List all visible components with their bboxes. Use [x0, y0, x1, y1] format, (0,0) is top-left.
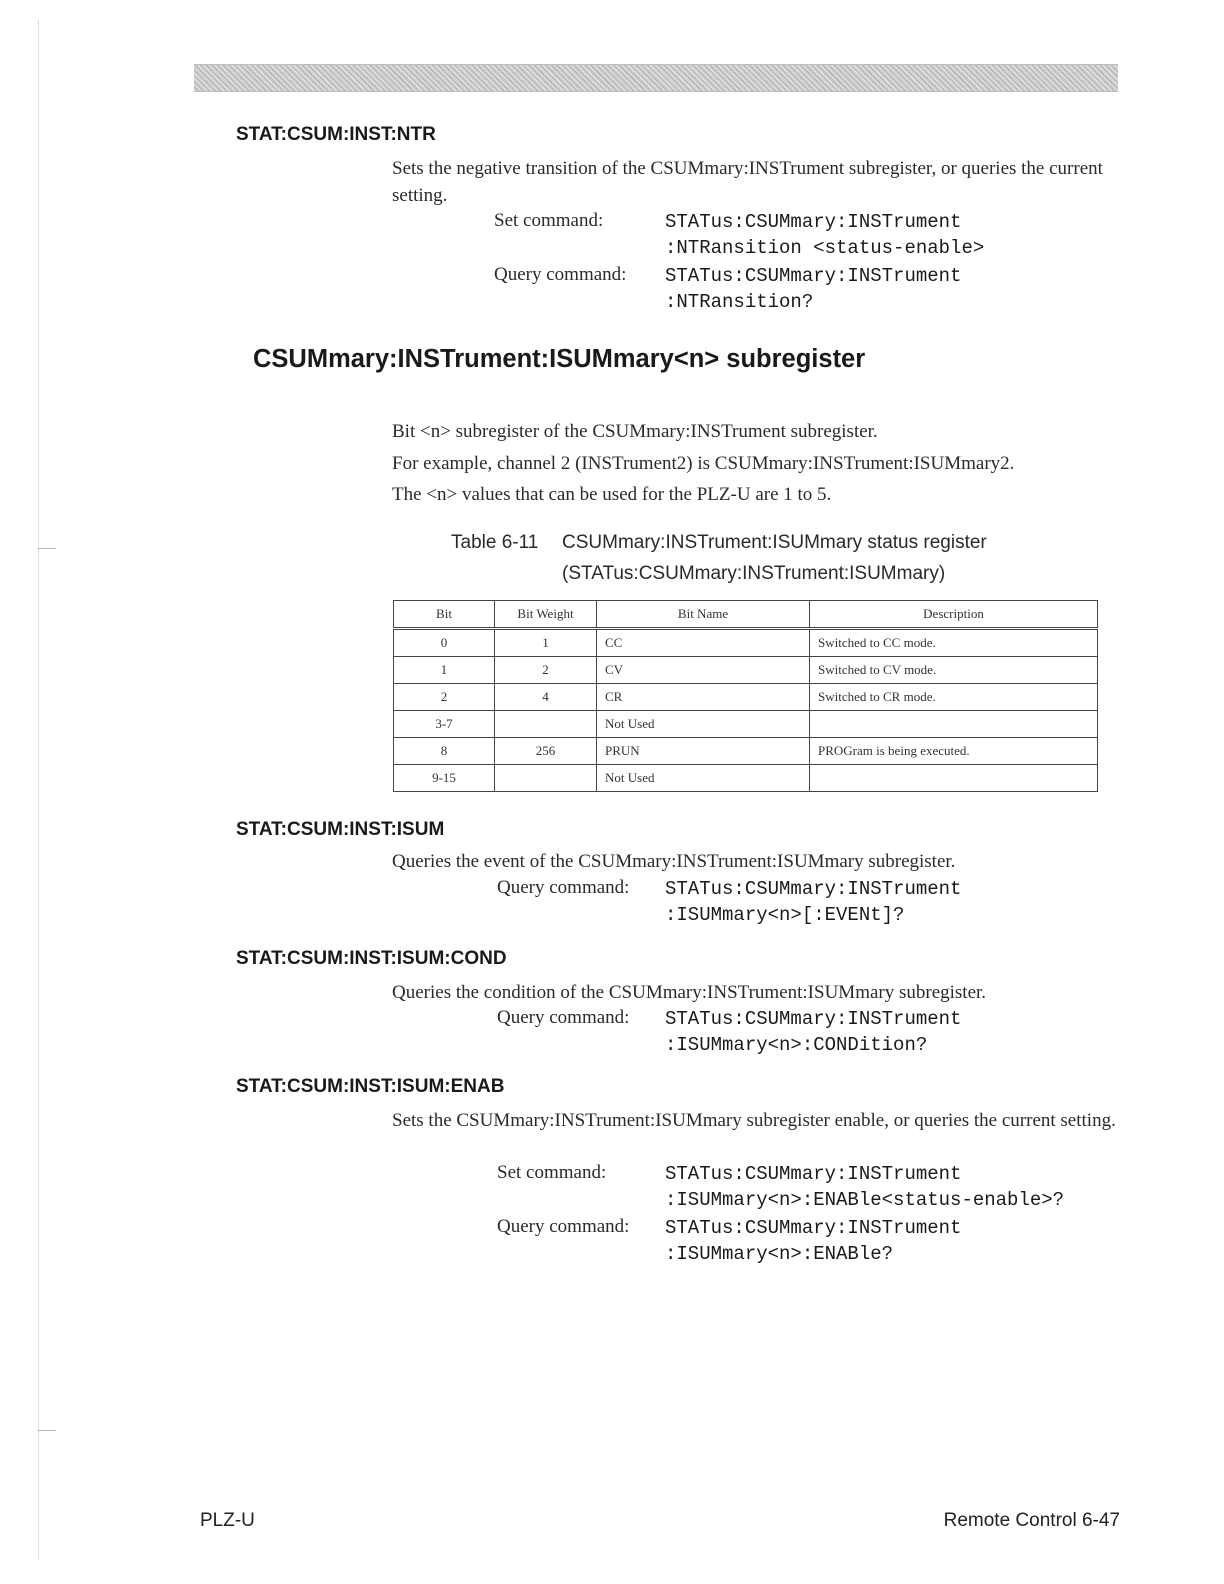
- status-register-table: [393, 600, 1098, 792]
- cell-bit-weight: 256: [495, 738, 597, 765]
- table-row: [394, 765, 1098, 792]
- page-binding-edge: [38, 20, 40, 1560]
- isum-query-label: Query command:: [497, 877, 630, 898]
- cell-description: [810, 711, 1098, 738]
- enab-query-label: Query command:: [497, 1216, 630, 1237]
- cell-bit: 2: [394, 684, 495, 711]
- cell-bit: 0: [394, 629, 495, 657]
- cell-bit-name: CC: [597, 629, 810, 657]
- command-line: :NTRansition?: [665, 291, 814, 313]
- cell-bit-name: CR: [597, 684, 810, 711]
- cell-bit-weight: 2: [495, 657, 597, 684]
- table-row: [394, 657, 1098, 684]
- table-row: [394, 738, 1098, 765]
- table-number: Table 6-11: [451, 532, 539, 553]
- enab-query-command: [665, 1215, 961, 1267]
- command-line: STATus:CSUMmary:INSTrument: [665, 878, 962, 900]
- cell-bit-name: Not Used: [597, 765, 810, 792]
- column-header-bit: Bit: [394, 601, 495, 629]
- ntr-set-label: Set command:: [494, 210, 604, 231]
- cell-bit-name: PRUN: [597, 738, 810, 765]
- table-row: [394, 629, 1098, 657]
- footer-product: PLZ-U: [200, 1510, 255, 1531]
- subregister-heading: CSUMmary:INSTrument:ISUMmary<n> subregister: [253, 345, 866, 373]
- cell-bit: 1: [394, 657, 495, 684]
- command-line: STATus:CSUMmary:INSTrument: [665, 1217, 962, 1239]
- binding-mark: [38, 1430, 56, 1431]
- cell-bit-name: CV: [597, 657, 810, 684]
- ntr-query-label: Query command:: [494, 264, 627, 285]
- cell-description: Switched to CV mode.: [810, 657, 1098, 684]
- cell-bit: 9-15: [394, 765, 495, 792]
- subregister-line: For example, channel 2 (INSTrument2) is CSUMmary:INSTrument:ISUMmary2.: [392, 453, 1015, 474]
- cell-bit: 3-7: [394, 711, 495, 738]
- enab-set-command: [665, 1161, 1064, 1213]
- command-line: STATus:CSUMmary:INSTrument: [665, 1008, 962, 1030]
- cond-query-label: Query command:: [497, 1007, 630, 1028]
- isum-query-command: [665, 876, 961, 928]
- command-line: :ISUMmary<n>:ENABle<status-enable>?: [665, 1189, 1065, 1211]
- cell-description: [810, 765, 1098, 792]
- column-header-bit-weight: Bit Weight: [495, 601, 597, 629]
- enab-set-label: Set command:: [497, 1162, 607, 1183]
- cell-description: Switched to CC mode.: [810, 629, 1098, 657]
- subregister-line: Bit <n> subregister of the CSUMmary:INSTrument subregister.: [392, 421, 878, 442]
- cell-bit: 8: [394, 738, 495, 765]
- section-heading-isum: STAT:CSUM:INST:ISUM: [236, 819, 445, 840]
- table-row: [394, 684, 1098, 711]
- table-subtitle: (STATus:CSUMmary:INSTrument:ISUMmary): [562, 563, 946, 584]
- section-heading-ntr: STAT:CSUM:INST:NTR: [236, 124, 436, 145]
- cond-description: Queries the condition of the CSUMmary:INSTrument:ISUMmary subregister.: [392, 982, 987, 1003]
- column-header-description: Description: [810, 601, 1098, 629]
- isum-description: Queries the event of the CSUMmary:INSTrument:ISUMmary subregister.: [392, 851, 956, 872]
- binding-mark: [38, 548, 56, 549]
- command-line: :ISUMmary<n>:CONDition?: [665, 1034, 928, 1056]
- cell-bit-weight: [495, 711, 597, 738]
- enab-description: Sets the CSUMmary:INSTrument:ISUMmary subregister enable, or queries the current setting.: [392, 1110, 1116, 1131]
- ntr-description: Sets the negative transition of the CSUMmary:INSTrument subregister, or queries the current setting.: [392, 158, 1103, 206]
- column-header-bit-name: Bit Name: [597, 601, 810, 629]
- ntr-set-command: [665, 209, 984, 261]
- cell-bit-weight: 4: [495, 684, 597, 711]
- table-title: CSUMmary:INSTrument:ISUMmary status register: [562, 532, 987, 553]
- command-line: STATus:CSUMmary:INSTrument: [665, 1163, 962, 1185]
- cond-query-command: [665, 1006, 961, 1058]
- header-bar: [194, 64, 1118, 92]
- command-line: :ISUMmary<n>[:EVENt]?: [665, 904, 905, 926]
- ntr-query-command: [665, 263, 961, 315]
- command-line: STATus:CSUMmary:INSTrument: [665, 211, 962, 233]
- subregister-line: The <n> values that can be used for the PLZ-U are 1 to 5.: [392, 484, 832, 505]
- cell-bit-name: Not Used: [597, 711, 810, 738]
- cell-bit-weight: [495, 765, 597, 792]
- section-heading-enab: STAT:CSUM:INST:ISUM:ENAB: [236, 1076, 505, 1097]
- cell-bit-weight: 1: [495, 629, 597, 657]
- command-line: :NTRansition <status-enable>: [665, 237, 985, 259]
- section-heading-cond: STAT:CSUM:INST:ISUM:COND: [236, 948, 507, 969]
- cell-description: PROGram is being executed.: [810, 738, 1098, 765]
- command-line: :ISUMmary<n>:ENABle?: [665, 1243, 894, 1265]
- table-header-row: [394, 601, 1098, 629]
- footer-page-number: Remote Control 6-47: [943, 1510, 1120, 1531]
- table-row: [394, 711, 1098, 738]
- cell-description: Switched to CR mode.: [810, 684, 1098, 711]
- command-line: STATus:CSUMmary:INSTrument: [665, 265, 962, 287]
